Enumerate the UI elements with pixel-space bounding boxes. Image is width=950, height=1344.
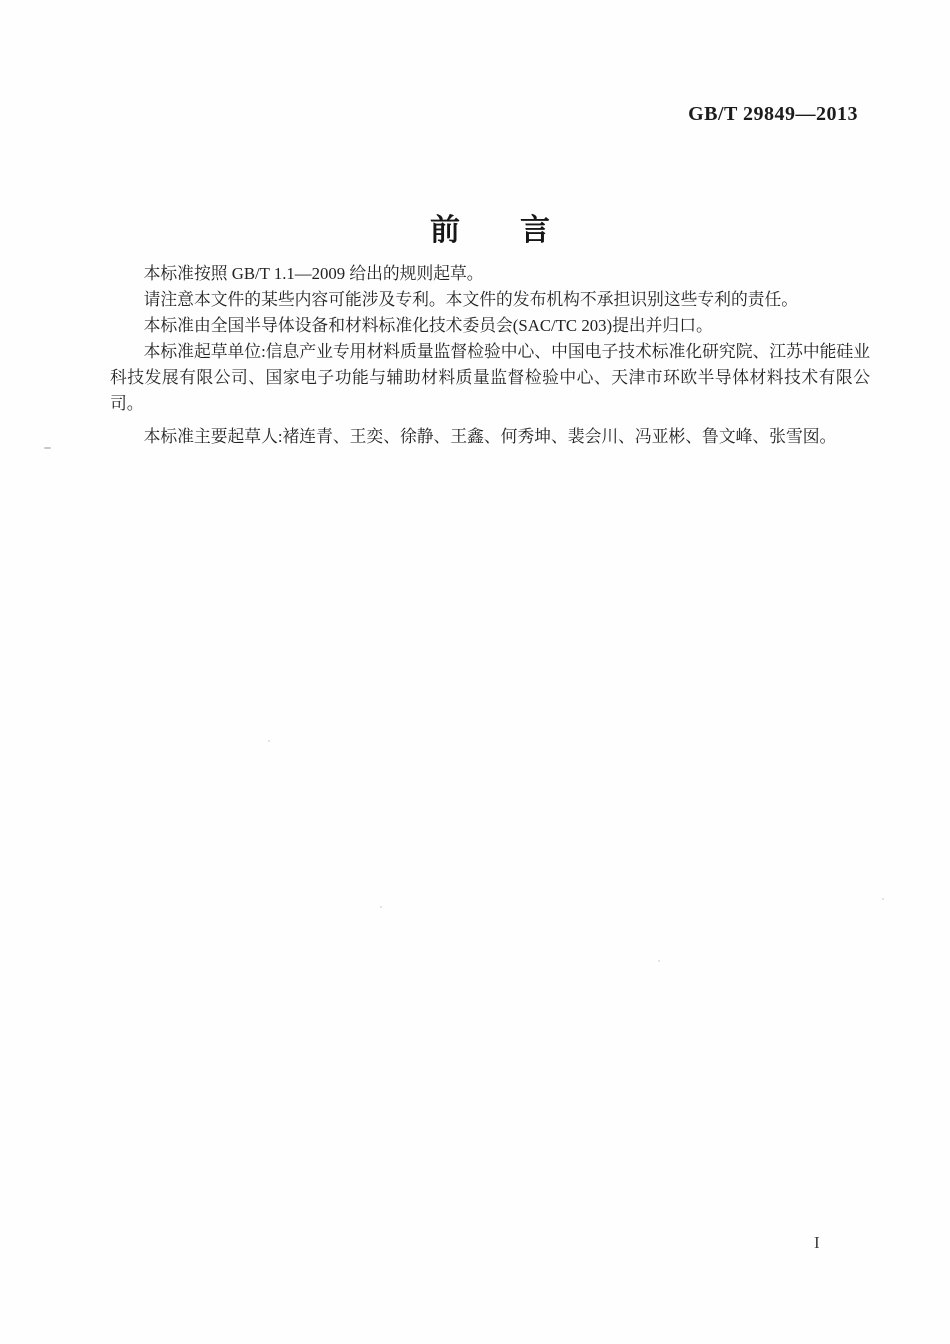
foreword-paragraph: 本标准按照 GB/T 1.1—2009 给出的规则起草。 — [143, 264, 484, 283]
foreword-paragraph: 请注意本文件的某些内容可能涉及专利。本文件的发布机构不承担识别这些专利的责任。 — [143, 290, 799, 309]
foreword-paragraph: 本标准主要起草人:褚连青、王奕、徐静、王鑫、何秀坤、裴会川、冯亚彬、鲁文峰、张雪囡。 — [143, 427, 837, 446]
foreword-paragraph: 本标准起草单位:信息产业专用材料质量监督检验中心、中国电子技术标准化研究院、江苏中能硅业科技发展有限公司、国家电子功能与辅助材料质量监督检验中心、天津市环欧半导体材料技术有限公司。 — [110, 342, 870, 413]
scan-speck — [44, 447, 51, 449]
foreword-body — [110, 261, 870, 450]
scan-speck — [882, 898, 884, 900]
scan-speck — [268, 740, 270, 742]
page-number: I — [814, 1233, 820, 1252]
foreword-paragraph: 本标准由全国半导体设备和材料标准化技术委员会(SAC/TC 203)提出并归口。 — [143, 316, 713, 335]
page-title: 前言 — [430, 214, 610, 248]
standard-number: GB/T 29849—2013 — [688, 103, 858, 125]
scan-speck — [658, 960, 660, 962]
scan-speck — [380, 906, 382, 908]
